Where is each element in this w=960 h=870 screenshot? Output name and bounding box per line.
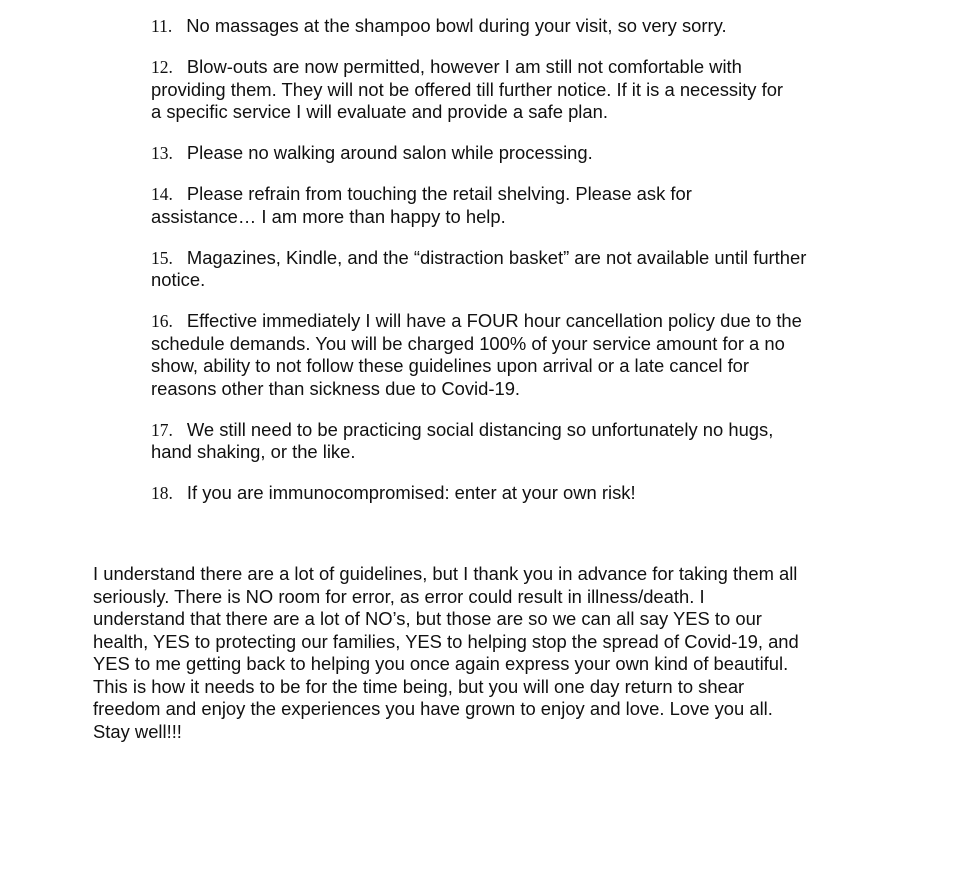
item-number: 15. [151,247,173,268]
item-text: Please refrain from touching the retail shelving. Please ask for assistance… I am more than happy to help. [151,183,692,227]
guideline-item-16 [151,310,851,400]
item-text: No massages at the shampoo bowl during your visit, so very sorry. [186,15,727,36]
item-number: 13. [151,143,173,163]
item-number: 16. [151,311,173,331]
closing-paragraph: I understand there are a lot of guidelines, but I thank you in advance for taking them all seriously. There is NO room for error, as error could result in illness/death. I understand that there are a lot of NO’s, but those are so we can all say YES to our health, YES to protecting our families, YES to helping stop the spread of Covid-19, and YES to me getting back to helping you once again express your own kind of beautiful. This is how it needs to be for the time being, but you will one day return to shear freedom and enjoy the experiences you have grown to enjoy and love. Love you all. Stay well!!! [93,563,799,742]
guidelines-list [151,15,851,523]
item-text: If you are immunocompromised: enter at your own risk! [186,482,636,503]
guideline-item-15 [151,247,851,292]
guideline-item-12 [151,56,851,124]
item-text: Please no walking around salon while processing. [186,142,593,163]
item-text: Magazines, Kindle, and the “distraction basket” are not available until further notice. [151,246,807,290]
guideline-item-14 [151,183,851,228]
item-text: We still need to be practicing social distancing so unfortunately no hugs, hand shaking, or the like. [151,418,774,462]
item-number: 12. [151,57,173,77]
guideline-item-17 [151,419,851,464]
item-text: Effective immediately I will have a FOUR hour cancellation policy due to the schedule demands. You will be charged 100% of your service amount for a no show, ability to not follow these guidelines upon arrival or a late cancel for reasons other than sickness due to Covid-19. [151,310,802,399]
item-text: Blow-outs are now permitted, however I am still not comfortable with providing them. They will not be offered till further notice. If it is a necessity for a specific service I will evaluate and provide a safe plan. [151,56,784,122]
guideline-item-13 [151,142,851,165]
item-number: 17. [151,419,173,440]
guideline-item-11 [151,15,851,38]
item-number: 11. [151,16,173,36]
item-number: 18. [151,483,173,503]
item-number: 14. [151,184,173,204]
guideline-item-18 [151,482,851,505]
